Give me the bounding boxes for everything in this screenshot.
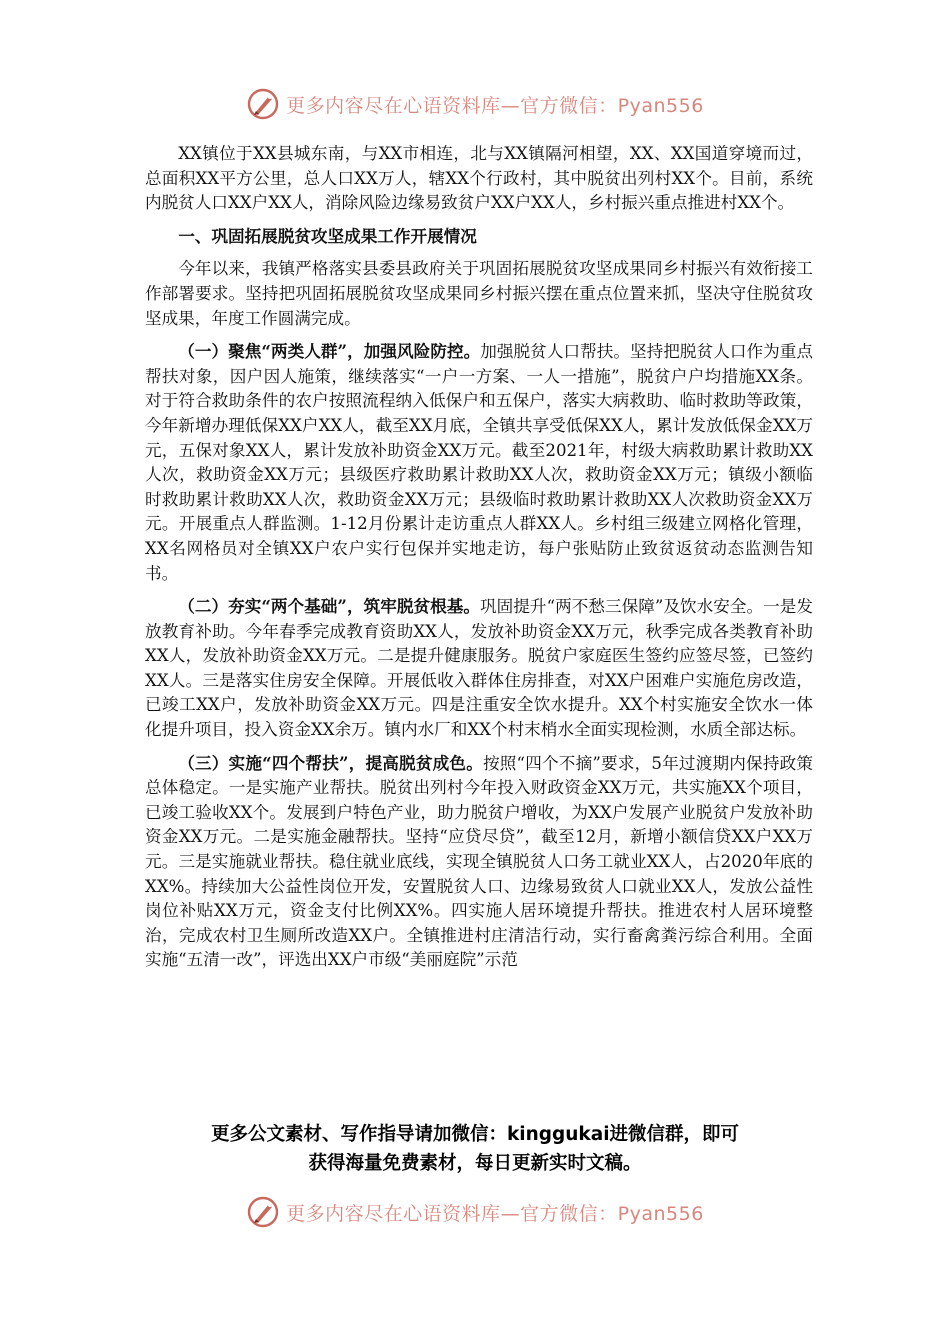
section-heading: 一、巩固拓展脱贫攻坚成果工作开展情况 (178, 225, 477, 246)
pen-logo-icon (246, 87, 280, 121)
item-paragraph-3 (145, 751, 813, 973)
promo-line-1: 更多公文素材、写作指导请加微信：kinggukai进微信群，即可 (210, 1124, 740, 1145)
item-body-2: 巩固提升“两不愁三保障”及饮水安全。一是发放教育补助。今年春季完成教育资助XX人，发放补助资金XX万元，秋季完成各类教育补助XX人，发放补助资金XX万元。二是提升健康服务。脱贫户家庭医生签约应签尽签，已签约XX人。三是落实住房安全保障。开展低收入群体住房排查，对XX户困难户实施危房改造，已竣工XX户，发放补助资金XX万元。四是注重安全饮水提升。XX个村实施安全饮水一体化提升项目，投入资金XX余万。镇内水厂和XX个村末梢水全面实现检测，水质全部达标。 (145, 597, 813, 740)
pen-logo-icon (246, 1195, 280, 1229)
promo-line-2: 获得海量免费素材，每日更新实时文稿。 (308, 1153, 642, 1174)
document-body (145, 142, 813, 981)
banner-text: 更多内容尽在心语资料库—官方微信：Pyan556 (286, 1202, 704, 1225)
item-lead-2: （二）夯实“两个基础”，筑牢脱贫根基。 (178, 596, 481, 617)
item-lead-3: （三）实施“四个帮扶”，提高脱贫成色。 (178, 752, 483, 773)
intro-paragraph: XX镇位于XX县城东南，与XX市相连，北与XX镇隔河相望，XX、XX国道穿境而过，总面积XX平方公里，总人口XX万人，辖XX个行政村，其中脱贫出列村XX个。目前，系统内脱贫人口XX户XX人，消除风险边缘易致贫户XX户XX人，乡村振兴重点推进村XX个。 (145, 144, 813, 213)
item-paragraph-2 (145, 594, 813, 743)
item-paragraph-1 (145, 339, 813, 586)
item-body-3: 按照“四个不摘”要求，5年过渡期内保持政策总体稳定。一是实施产业帮扶。脱贫出列村今年投入财政资金XX万元，共实施XX个项目，已竣工验收XX个。发展到户特色产业，助力脱贫户增收，为XX户发展产业脱贫户发放补助资金XX万元。二是实施金融帮扶。坚持“应贷尽贷”，截至12月，新增小额信贷XX户XX万元。三是实施就业帮扶。稳住就业底线，实现全镇脱贫人口务工就业XX人，占2020年底的XX%。持续加大公益性岗位开发，安置脱贫人口、边缘易致贫人口就业XX人，发放公益性岗位补贴XX万元，资金支付比例XX%。四实施人居环境提升帮扶。推进农村人居环境整治，完成农村卫生厕所改造XX户。全镇推进村庄清洁行动，实行畜禽粪污综合利用。全面实施“五清一改”，评选出XX户市级“美丽庭院”示范 (145, 753, 813, 970)
footer-banner (0, 1192, 950, 1232)
promo-notice (0, 1120, 950, 1178)
item-body-1: 加强脱贫人口帮扶。坚持把脱贫人口作为重点帮扶对象，因户因人施策，继续落实“一户一方案、一人一措施”，脱贫户户均措施XX条。对于符合救助条件的农户按照流程纳入低保户和五保户，落实大病救助、临时救助等政策，今年新增办理低保XX户XX人，截至XX月底，全镇共享受低保XX人，累计发放低保金XX万元，五保对象XX人，累计发放补助资金XX万元。截至2021年，村级大病救助累计救助XX人次，救助资金XX万元；县级医疗救助累计救助XX人次，救助资金XX万元；镇级小额临时救助累计救助XX人次，救助资金XX万元；县级临时救助累计救助XX人次救助资金XX万元。开展重点人群监测。1-12月份累计走访重点人群XX人。乡村组三级建立网格化管理，XX名网格员对全镇XX户农户实行包保并实地走访，每户张贴防止致贫返贫动态监测告知书。 (145, 342, 813, 583)
header-banner (0, 84, 950, 124)
item-lead-1: （一）聚焦“两类人群”，加强风险防控。 (178, 341, 481, 362)
banner-text: 更多内容尽在心语资料库—官方微信：Pyan556 (286, 94, 704, 117)
section-summary: 今年以来，我镇严格落实县委县政府关于巩固拓展脱贫攻坚成果同乡村振兴有效衔接工作部署要求。坚持把巩固拓展脱贫攻坚成果同乡村振兴摆在重点位置来抓，坚决守住脱贫攻坚成果，年度工作圆满完成。 (145, 259, 813, 328)
